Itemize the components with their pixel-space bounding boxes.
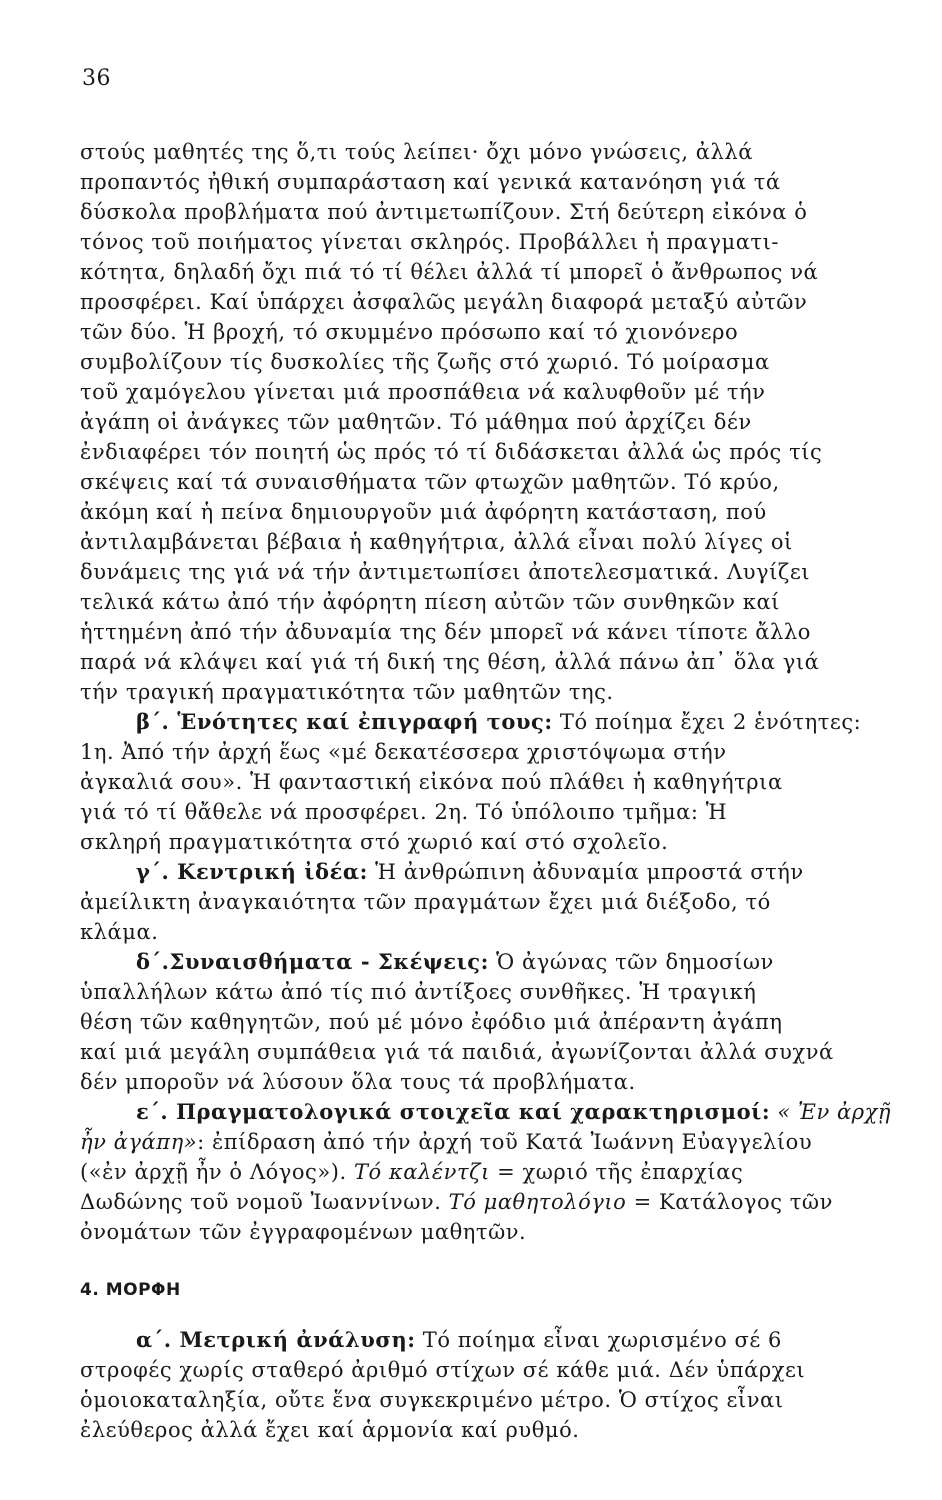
- text-span: = χωριό τῆς ἐπαρχίας: [489, 1160, 744, 1184]
- section-heading-form: 4. ΜΟΡΦΗ: [80, 1280, 181, 1300]
- text-line: ὁμοιοκαταληξία, οὔτε ἕνα συγκεκριμένο μέτρο. Ὁ στίχος εἶναι: [80, 1388, 784, 1412]
- term-italic: Τό μαθητολόγιο: [448, 1190, 627, 1214]
- text-line: ὀνομάτων τῶν ἐγγραφομένων μαθητῶν.: [80, 1220, 527, 1244]
- text-span: : ἐπίδραση ἀπό τήν ἀρχή τοῦ Κατά Ἰωάννη Εὐαγγελίου: [197, 1130, 813, 1154]
- text-line: ἡττημένη ἀπό τήν ἀδυναμία της δέν μπορεῖ νά κάνει τίποτε ἄλλο: [80, 620, 811, 644]
- text-line: ὑπαλλήλων κάτω ἀπό τίς πιό ἀντίξοες συνθῆκες. Ἡ τραγική: [80, 980, 757, 1004]
- text-line: σκέψεις καί τά συναισθήματα τῶν φτωχῶν μαθητῶν. Τό κρύο,: [80, 470, 780, 494]
- section-facts-first-line: [80, 1097, 892, 1127]
- text-line: γιά τό τί θἄθελε νά προσφέρει. 2η. Τό ὑπόλοιπο τμῆμα: Ἡ: [80, 800, 728, 824]
- page-number: 36: [82, 66, 111, 91]
- section-feelings-label: δ΄.Συναισθήματα - Σκέψεις:: [136, 949, 489, 974]
- text-line: τοῦ χαμόγελου γίνεται μιά προσπάθεια νά καλυφθοῦν μέ τήν: [80, 380, 766, 404]
- text-span: («ἐν ἀρχῇ ἦν ὁ Λόγος»).: [80, 1160, 354, 1184]
- text-line: θέση τῶν καθηγητῶν, πού μέ μόνο ἐφόδιο μιά ἀπέραντη ἀγάπη: [80, 1010, 783, 1034]
- text-line: παρά νά κλάψει καί γιά τή δική της θέση, ἀλλά πάνω ἀπ᾿ ὅλα γιά: [80, 650, 820, 674]
- section-units-text: Τό ποίημα ἔχει 2 ἑνότητες:: [552, 710, 862, 734]
- text-line: προσφέρει. Καί ὑπάρχει ἀσφαλῶς μεγάλη διαφορά μεταξύ αὐτῶν: [80, 290, 808, 314]
- quote-italic: ἦν ἀγάπη»: [80, 1130, 198, 1154]
- text-line: 1η. Ἀπό τήν ἀρχή ἕως «μέ δεκατέσσερα χριστόψωμα στήν: [80, 740, 727, 764]
- section-feelings-text: Ὁ ἀγώνας τῶν δημοσίων: [488, 950, 774, 974]
- text-line: στροφές χωρίς σταθερό ἀριθμό στίχων σέ κάθε μιά. Δέν ὑπάρχει: [80, 1358, 806, 1382]
- text-line: ἐλεύθερος ἀλλά ἔχει καί ἁρμονία καί ρυθμό.: [80, 1418, 580, 1442]
- text-line: συμβολίζουν τίς δυσκολίες τῆς ζωῆς στό χωριό. Τό μοίρασμα: [80, 350, 770, 374]
- text-line: ἀγκαλιά σου». Ἡ φανταστική εἰκόνα πού πλάθει ἡ καθηγήτρια: [80, 770, 783, 794]
- text-line: ἀκόμη καί ἡ πείνα δημιουργοῦν μιά ἀφόρητη κατάσταση, πού: [80, 500, 767, 524]
- section-facts-quote: « Ἐν ἀρχῇ: [770, 1100, 892, 1124]
- text-line: κλάμα.: [80, 920, 159, 944]
- text-line: ἀμείλικτη ἀναγκαιότητα τῶν πραγμάτων ἔχει μιά διέξοδο, τό: [80, 890, 771, 914]
- term-italic: Τό καλέντζι: [353, 1160, 490, 1184]
- text-line: δυνάμεις της γιά νά τήν ἀντιμετωπίσει ἀποτελεσματικά. Λυγίζει: [80, 560, 811, 584]
- text-line: στούς μαθητές της ὅ,τι τούς λείπει· ὄχι μόνο γνώσεις, ἀλλά: [80, 140, 753, 164]
- section-central-idea-first-line: [80, 857, 870, 887]
- section-facts-label: ε΄. Πραγματολογικά στοιχεῖα καί χαρακτηρισμοί:: [136, 1099, 771, 1124]
- text-line: τῶν δύο. Ἡ βροχή, τό σκυμμένο πρόσωπο καί τό χιονόνερο: [80, 320, 739, 344]
- text-line: τόνος τοῦ ποιήματος γίνεται σκληρός. Προβάλλει ἡ πραγματι-: [80, 230, 780, 254]
- section-feelings-first-line: [80, 947, 870, 977]
- section-units-first-line: [80, 707, 870, 737]
- text-line: δέν μποροῦν νά λύσουν ὅλα τους τά προβλήματα.: [80, 1070, 636, 1094]
- section-metrics-first-line: [80, 1325, 870, 1355]
- text-line: τήν τραγική πραγματικότητα τῶν μαθητῶν της.: [80, 680, 614, 704]
- section-units-label: β΄. Ἑνότητες καί ἐπιγραφή τους:: [136, 709, 553, 734]
- text-span: Δωδώνης τοῦ νομοῦ Ἰωαννίνων.: [80, 1190, 449, 1214]
- section-central-idea-text: Ἡ ἀνθρώπινη ἀδυναμία μπροστά στήν: [367, 860, 804, 884]
- text-line: σκληρή πραγματικότητα στό χωριό καί στό σχολεῖο.: [80, 830, 669, 854]
- text-span: = Κατάλογος τῶν: [626, 1190, 833, 1214]
- text-line: κότητα, δηλαδή ὄχι πιά τό τί θέλει ἀλλά τί μπορεῖ ὁ ἄνθρωπος νά: [80, 260, 819, 284]
- text-line: [80, 1187, 870, 1217]
- text-line: [80, 1127, 870, 1157]
- section-central-idea-label: γ΄. Κεντρική ἰδέα:: [136, 859, 368, 884]
- section-metrics-text: Τό ποίημα εἶναι χωρισμένο σέ 6: [415, 1328, 782, 1352]
- text-line: δύσκολα προβλήματα πού ἀντιμετωπίζουν. Στή δεύτερη εἰκόνα ὁ: [80, 200, 808, 224]
- text-line: ἀγάπη οἱ ἀνάγκες τῶν μαθητῶν. Τό μάθημα πού ἀρχίζει δέν: [80, 410, 752, 434]
- text-line: προπαντός ἠθική συμπαράσταση καί γενικά κατανόηση γιά τά: [80, 170, 781, 194]
- text-line: [80, 1157, 870, 1187]
- text-line: καί μιά μεγάλη συμπάθεια γιά τά παιδιά, ἀγωνίζονται ἀλλά συχνά: [80, 1040, 834, 1064]
- section-metrics-label: α΄. Μετρική ἀνάλυση:: [136, 1327, 416, 1352]
- body-text: [80, 137, 892, 1445]
- text-line: ἐνδιαφέρει τόν ποιητή ὡς πρός τό τί διδάσκεται ἀλλά ὡς πρός τίς: [80, 440, 823, 464]
- text-line: ἀντιλαμβάνεται βέβαια ἡ καθηγήτρια, ἀλλά εἶναι πολύ λίγες οἱ: [80, 530, 793, 554]
- text-line: τελικά κάτω ἀπό τήν ἀφόρητη πίεση αὐτῶν τῶν συνθηκῶν καί: [80, 590, 780, 614]
